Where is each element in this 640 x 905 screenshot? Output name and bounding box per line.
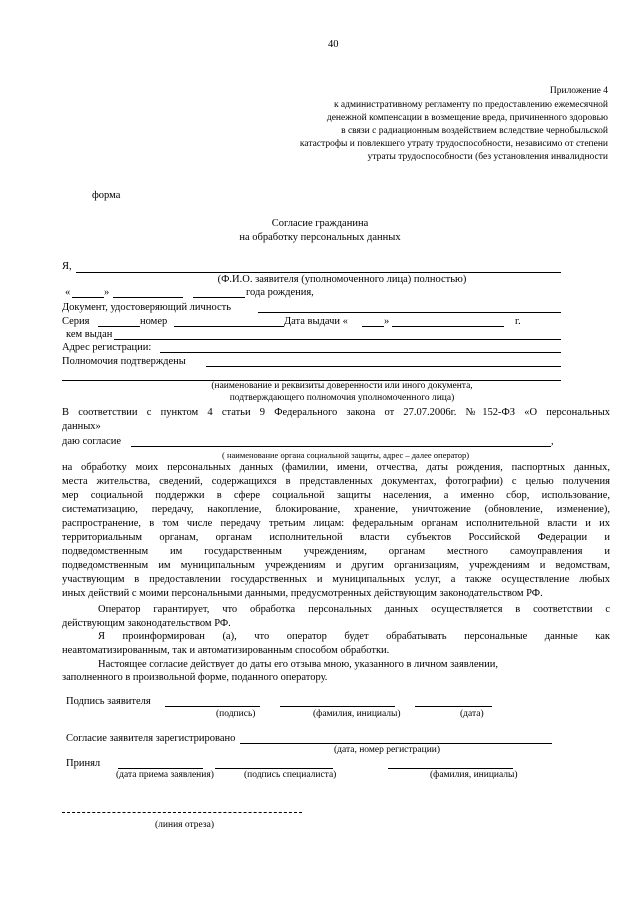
date-close: » <box>104 287 110 298</box>
ya-label: Я, <box>62 261 72 272</box>
cap-accept-date: (дата приема заявления) <box>116 770 214 780</box>
p1-line: участвующим в предоставлении государственных и муниципальных услуг, а также осуществление любых <box>62 574 610 585</box>
spec-name-line[interactable] <box>388 768 513 769</box>
issue-date-close: » <box>384 316 390 327</box>
registered-line[interactable] <box>240 743 552 744</box>
p4-line-2: заполненного в произвольной форме, поданного оператору. <box>62 672 328 683</box>
operator-line[interactable] <box>131 446 551 447</box>
appendix-line6: утраты трудоспособности (без установления инвалидности <box>367 152 608 162</box>
number-label: номер <box>140 316 168 327</box>
appendix-line1: Приложение 4 <box>549 86 608 96</box>
reg-address-line[interactable] <box>160 352 561 353</box>
cut-line-caption: (линия отреза) <box>155 820 215 830</box>
p3-line-1: Я проинформирован (а), что оператор будет обрабатывать персональные данные как <box>98 631 610 642</box>
paragraph-1 <box>62 461 610 601</box>
proxy-caption-2: подтверждающего полномочия уполномоченного лица) <box>229 393 455 403</box>
applicant-sign-line[interactable] <box>165 706 260 707</box>
law-line-2: данных» <box>62 421 101 432</box>
proxy-caption-1: (наименование и реквизиты доверенности или иного документа, <box>211 381 473 391</box>
issue-date-label: Дата выдачи « <box>284 316 348 327</box>
appendix-line5: катастрофы и повлекшего утрату трудоспособности, независимо от степени <box>299 139 608 149</box>
birth-year-line[interactable] <box>193 297 245 298</box>
cap-spec-name: (фамилия, инициалы) <box>430 770 518 780</box>
p1-line: места жительства, сведений, содержащихся в представленных документах, фотографии) с целью получения <box>62 476 610 487</box>
issued-by-label: кем выдан <box>66 329 113 340</box>
issued-by-line[interactable] <box>114 339 561 340</box>
fio-caption: (Ф.И.О. заявителя (уполномоченного лица) полностью) <box>217 274 467 285</box>
p1-line: систематизацию, передачу, накопление, блокирование, хранение, уничтожение (обновление, изменение), <box>62 504 610 515</box>
p1-line: территориальным органам, органам исполнительной власти субъектов Российской Федерации и <box>62 532 610 543</box>
number-line[interactable] <box>174 326 284 327</box>
birth-year-label: года рождения, <box>246 287 314 298</box>
consent-label: даю согласие <box>62 436 121 447</box>
appendix-line2: к административному регламенту по предоставлению ежемесячной <box>333 100 608 110</box>
issue-month-line[interactable] <box>392 326 504 327</box>
applicant-sign-label: Подпись заявителя <box>66 696 151 707</box>
cap-date: (дата) <box>460 709 484 719</box>
series-label: Серия <box>62 316 90 327</box>
issue-day-line[interactable] <box>362 326 384 327</box>
page-number: 40 <box>328 39 339 50</box>
appendix-line3: денежной компенсации в возмещение вреда, причиненного здоровью <box>326 113 608 123</box>
registered-label: Согласие заявителя зарегистрировано <box>66 733 236 744</box>
p4-line-1: Настоящее согласие действует до даты его отзыва мною, указанного в личном заявлении, <box>98 659 498 670</box>
cap-registration: (дата, номер регистрации) <box>334 745 441 755</box>
document-label: Документ, удостоверяющий личность <box>62 302 231 313</box>
title-line1: Согласие гражданина <box>271 218 369 229</box>
p1-line: подведомственным им государственным учреждениям, органам местного самоуправления и <box>62 546 610 557</box>
p1-line: мер социальной поддержки в сфере социальной защиты населения, а именно сбор, использование, <box>62 490 610 501</box>
p1-line: распространение, в том числе передачу третьим лицам: федеральным органам исполнительной власти и их <box>62 518 610 529</box>
applicant-date-line[interactable] <box>415 706 492 707</box>
law-line-1: В соответствии с пунктом 4 статьи 9 Федерального закона от 27.07.2006г. №152-ФЗ «О персональных <box>62 407 610 418</box>
p2-line-1: Оператор гарантирует, что обработка персональных данных осуществляется в соответствии с <box>98 604 610 615</box>
date-open: « <box>65 287 71 298</box>
powers-line[interactable] <box>206 366 561 367</box>
applicant-name-line[interactable] <box>280 706 395 707</box>
birth-day-line[interactable] <box>72 297 104 298</box>
cap-spec-sign: (подпись специалиста) <box>244 770 337 780</box>
appendix-line4: в связи с радиационным воздействием вследствие чернобыльской <box>341 126 608 136</box>
p1-line: на обработку моих персональных данных (фамилии, имени, отчества, даты рождения, паспортных данных, <box>62 462 610 473</box>
year-short-label: г. <box>515 316 521 327</box>
p2-line-2: действующим законодательством РФ. <box>62 618 231 629</box>
title-line2: на обработку персональных данных <box>239 232 401 243</box>
accept-date-line[interactable] <box>118 768 203 769</box>
cap-signature: (подпись) <box>216 709 256 719</box>
birth-month-line[interactable] <box>113 297 183 298</box>
powers-label: Полномочия подтверждены <box>62 356 186 367</box>
reg-address-label: Адрес регистрации: <box>62 342 152 353</box>
p1-line: подведомственным им муниципальным учреждениям и другим организациям, учреждениям и ведомствам, <box>62 560 610 571</box>
p3-line-2: неавтоматизированным, так и автоматизированным способом обработки. <box>62 645 390 656</box>
operator-caption: ( наименование органа социальной защиты, адрес – далее оператор) <box>222 450 470 460</box>
p1-last-line: иных действий с моими персональными данными, предусмотренных действующим законодательством РФ. <box>62 588 543 599</box>
cap-name: (фамилия, инициалы) <box>313 709 401 719</box>
form-label: форма <box>92 190 121 201</box>
cut-line <box>62 812 302 813</box>
consent-comma: , <box>551 436 554 447</box>
accepted-label: Принял <box>66 758 101 769</box>
fio-line[interactable] <box>76 272 561 273</box>
spec-sign-line[interactable] <box>215 768 333 769</box>
series-line[interactable] <box>98 326 140 327</box>
document-line[interactable] <box>258 312 561 313</box>
